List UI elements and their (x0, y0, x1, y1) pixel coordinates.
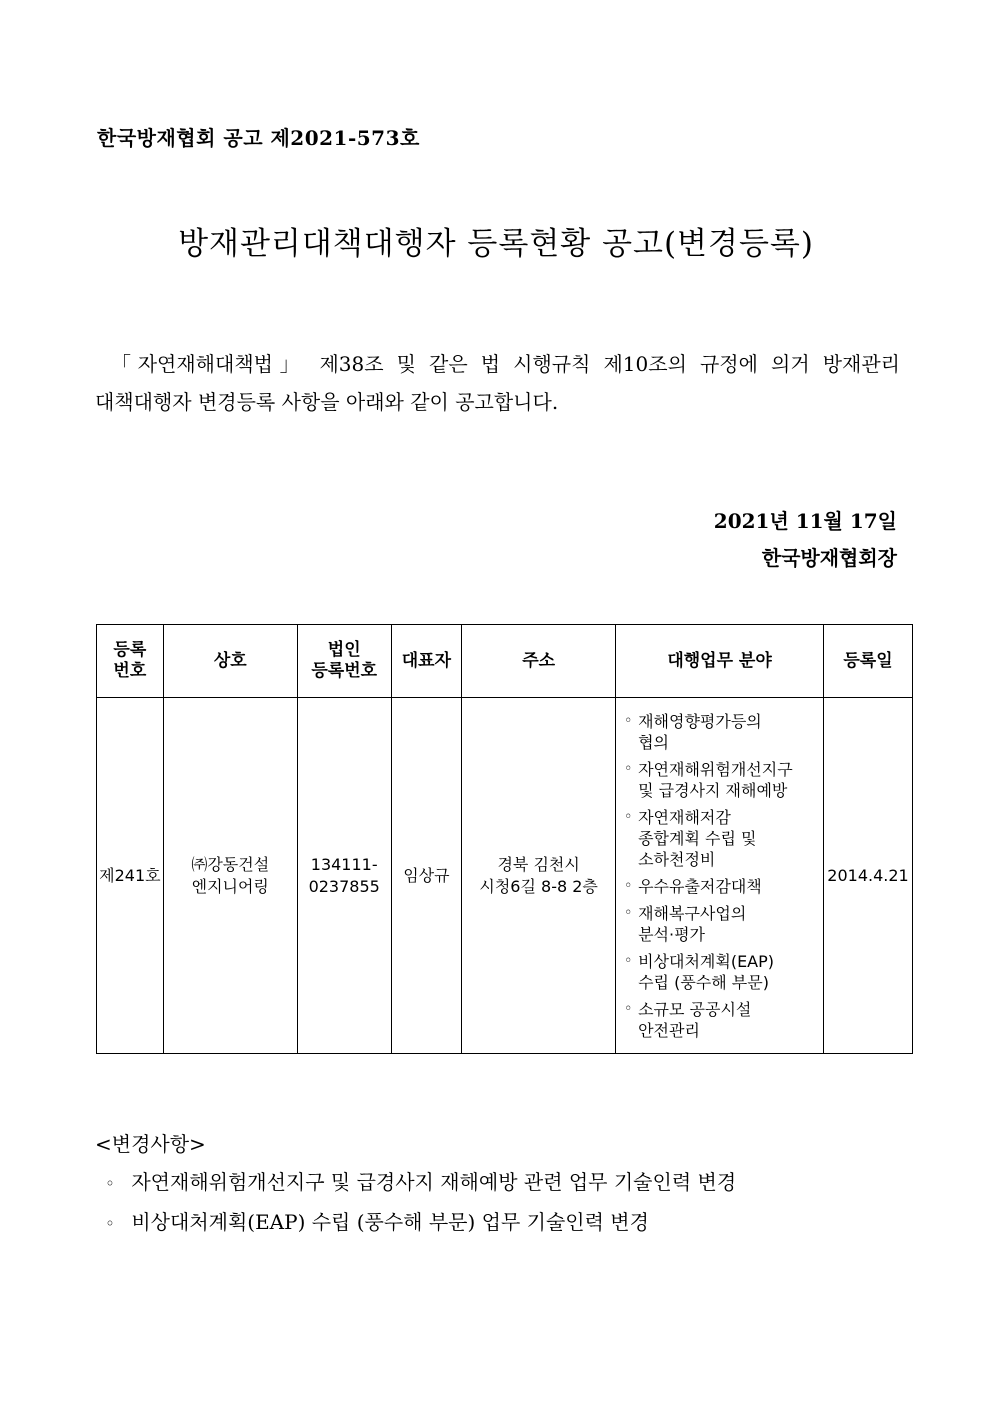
service-field-line: 자연재해위험개선지구 (638, 759, 793, 779)
service-field-line: 비상대처계획(EAP) (638, 951, 775, 971)
change-item-text: 비상대처계획(EAP) 수립 (풍수해 부문) 업무 기술인력 변경 (131, 1210, 649, 1234)
table-row (97, 698, 913, 1054)
intro-paragraph (95, 345, 900, 421)
notice-number: 한국방재협회 공고 제2021-573호 (97, 126, 420, 150)
document-title: 방재관리대책대행자 등록현황 공고(변경등록) (178, 226, 814, 262)
notice-date: 2021년 11월 17일 (713, 509, 897, 533)
bullet-icon: ◦ (624, 712, 633, 729)
change-item (95, 1163, 736, 1203)
bullet-icon: ◦ (624, 952, 633, 969)
bullet-icon: ◦ (624, 904, 633, 921)
cell-representative: 임상규 (391, 698, 462, 1054)
company-line-1: ㈜강동건설 (191, 854, 270, 874)
corp-no-line-2: 0237855 (308, 876, 380, 896)
corp-no-line-1: 134111- (310, 854, 378, 874)
header-corp-no-line-2: 등록번호 (311, 661, 378, 681)
cell-corp-no (297, 698, 391, 1054)
cell-company (163, 698, 297, 1054)
service-field-line: 재해영향평가등의 (638, 711, 762, 731)
header-address: 주소 (462, 625, 616, 698)
header-corp-no-line-1: 법인 (327, 640, 361, 660)
change-item-text: 자연재해위험개선지구 및 급경사지 재해예방 관련 업무 기술인력 변경 (131, 1170, 737, 1194)
bullet-icon: ◦ (624, 1000, 633, 1017)
header-company: 상호 (163, 625, 297, 698)
service-field-line: 협의 (638, 732, 670, 752)
intro-line-1: 「자연재해대책법」 제38조 및 같은 법 시행규칙 제10조의 규정에 의거 방재관리 (111, 352, 900, 376)
header-reg-no-line-1: 등록 (113, 640, 147, 660)
header-reg-no (97, 625, 164, 698)
registration-table (96, 624, 913, 1054)
cell-service-fields (616, 698, 824, 1054)
service-field-line: 재해복구사업의 (638, 903, 747, 923)
service-field-item (624, 903, 817, 945)
service-field-item (624, 951, 817, 993)
header-reg-date: 등록일 (824, 625, 913, 698)
intro-line-2: 대책대행자 변경등록 사항을 아래와 같이 공고합니다. (95, 390, 559, 414)
table-header-row (97, 625, 913, 698)
service-field-line: 분석·평가 (638, 924, 706, 944)
changes-header: <변경사항> (95, 1132, 206, 1156)
header-service-fields: 대행업무 분야 (616, 625, 824, 698)
bullet-icon: ◦ (624, 877, 633, 894)
service-field-line: 수립 (풍수해 부문) (638, 972, 769, 992)
cell-reg-no: 제241호 (97, 698, 164, 1054)
service-field-item (624, 876, 817, 897)
header-corp-no (297, 625, 391, 698)
service-field-line: 소하천정비 (638, 849, 716, 869)
header-reg-no-line-2: 번호 (113, 661, 147, 681)
bullet-icon: ◦ (105, 1214, 115, 1233)
service-field-line: 우수유출저감대책 (638, 876, 762, 896)
company-line-2: 엔지니어링 (191, 876, 269, 896)
service-field-line: 소규모 공공시설 (638, 999, 752, 1019)
issuer-name: 한국방재협회장 (761, 546, 897, 570)
service-field-line: 자연재해저감 (638, 807, 731, 827)
service-field-item (624, 711, 817, 753)
service-field-item (624, 807, 817, 870)
bullet-icon: ◦ (624, 760, 633, 777)
service-field-line: 종합계획 수립 및 (638, 828, 757, 848)
service-field-list (616, 705, 823, 1047)
changes-section (95, 1125, 736, 1243)
changes-list (95, 1163, 736, 1243)
bullet-icon: ◦ (105, 1174, 115, 1193)
bullet-icon: ◦ (624, 808, 633, 825)
cell-address (462, 698, 616, 1054)
header-representative: 대표자 (391, 625, 462, 698)
change-item (95, 1203, 736, 1243)
service-field-item (624, 759, 817, 801)
cell-reg-date: 2014.4.21 (824, 698, 913, 1054)
service-field-line: 및 급경사지 재해예방 (638, 780, 788, 800)
address-line-2: 시청6길 8-8 2층 (479, 876, 598, 896)
address-line-1: 경북 김천시 (497, 854, 580, 874)
service-field-item (624, 999, 817, 1041)
service-field-line: 안전관리 (638, 1020, 700, 1040)
